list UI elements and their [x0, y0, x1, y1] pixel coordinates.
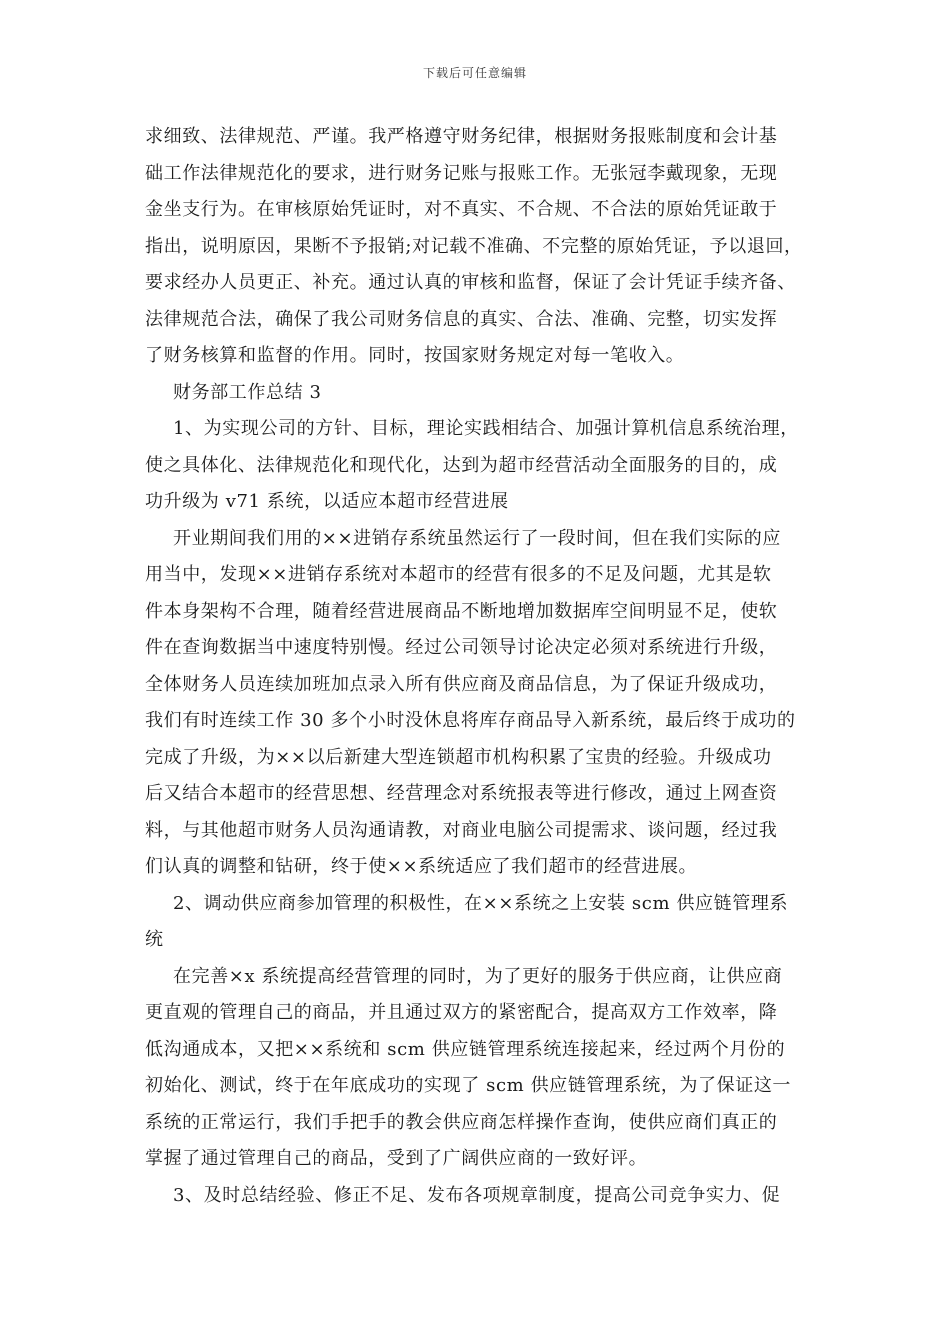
text-line: 在完善×x 系统提高经营管理的同时，为了更好的服务于供应商，让供应商 [173, 965, 783, 987]
text-line: 系统的正常运行，我们手把手的教会供应商怎样操作查询，使供应商们真正的 [145, 1111, 778, 1133]
text-line: 掌握了通过管理自己的商品，受到了广阔供应商的一致好评。 [145, 1148, 648, 1169]
text-line: 财务部工作总结 3 [173, 381, 322, 403]
text-line: 件本身架构不合理，随着经营进展商品不断地增加数据库空间明显不足，使软 [145, 600, 778, 622]
text-line: 础工作法律规范化的要求，进行财务记账与报账工作。无张冠李戴现象，无现 [145, 162, 778, 184]
text-line: 完成了升级，为××以后新建大型连锁超市机构积累了宝贵的经验。升级成功 [145, 746, 772, 768]
text-line: 初始化、测试，终于在年底成功的实现了 scm 供应链管理系统，为了保证这一 [145, 1075, 792, 1096]
text-line: 功升级为 v71 系统，以适应本超市经营进展 [145, 491, 509, 512]
text-line: 统 [145, 929, 164, 950]
text-line: 1、为实现公司的方针、目标，理论实践相结合、加强计算机信息系统治理， [173, 418, 799, 439]
text-line: 开业期间我们用的××进销存系统虽然运行了一段时间，但在我们实际的应 [173, 527, 781, 549]
document-body [145, 119, 810, 1214]
page-header: 下载后可任意编辑 [422, 66, 527, 80]
text-line: 2、调动供应商参加管理的积极性，在××系统之上安装 scm 供应链管理系 [173, 892, 789, 914]
text-line: 全体财务人员连续加班加点录入所有供应商及商品信息，为了保证升级成功， [145, 673, 778, 695]
text-line: 金坐支行为。在审核原始凭证时，对不真实、不合规、不合法的原始凭证敢于 [145, 199, 778, 220]
text-line: 用当中，发现××进销存系统对本超市的经营有很多的不足及问题，尤其是软 [145, 564, 772, 585]
text-line: 法律规范合法，确保了我公司财务信息的真实、合法、准确、完整，切实发挥 [145, 308, 778, 330]
text-line: 件在查询数据当中速度特别慢。经过公司领导讨论决定必须对系统进行升级， [145, 637, 778, 658]
text-line: 3、及时总结经验、修正不足、发布各项规章制度，提高公司竞争实力、促 [173, 1184, 781, 1206]
text-line: 我们有时连续工作 30 多个小时没休息将库存商品导入新系统，最后终于成功的 [145, 710, 796, 731]
text-line: 指出，说明原因，果断不予报销;对记载不准确、不完整的原始凭证，予以退回， [145, 235, 803, 257]
text-line: 了财务核算和监督的作用。同时，按国家财务规定对每一笔收入。 [145, 345, 685, 366]
text-line: 低沟通成本，又把××系统和 scm 供应链管理系统连接起来，经过两个月份的 [145, 1038, 786, 1060]
text-line: 料，与其他超市财务人员沟通请教，对商业电脑公司提需求、谈问题，经过我 [145, 819, 778, 841]
text-line: 后又结合本超市的经营思想、经营理念对系统报表等进行修改，通过上网查资 [145, 783, 778, 804]
text-line: 使之具体化、法律规范化和现代化，达到为超市经营活动全面服务的目的，成 [145, 454, 778, 476]
text-line: 要求经办人员更正、补充。通过认真的审核和监督，保证了会计凭证手续齐备、 [145, 272, 796, 293]
text-line: 更直观的管理自己的商品，并且通过双方的紧密配合，提高双方工作效率，降 [145, 1002, 778, 1023]
text-line: 求细致、法律规范、严谨。我严格遵守财务纪律，根据财务报账制度和会计基 [145, 126, 778, 147]
text-line: 们认真的调整和钻研，终于使××系统适应了我们超市的经营进展。 [145, 856, 698, 877]
